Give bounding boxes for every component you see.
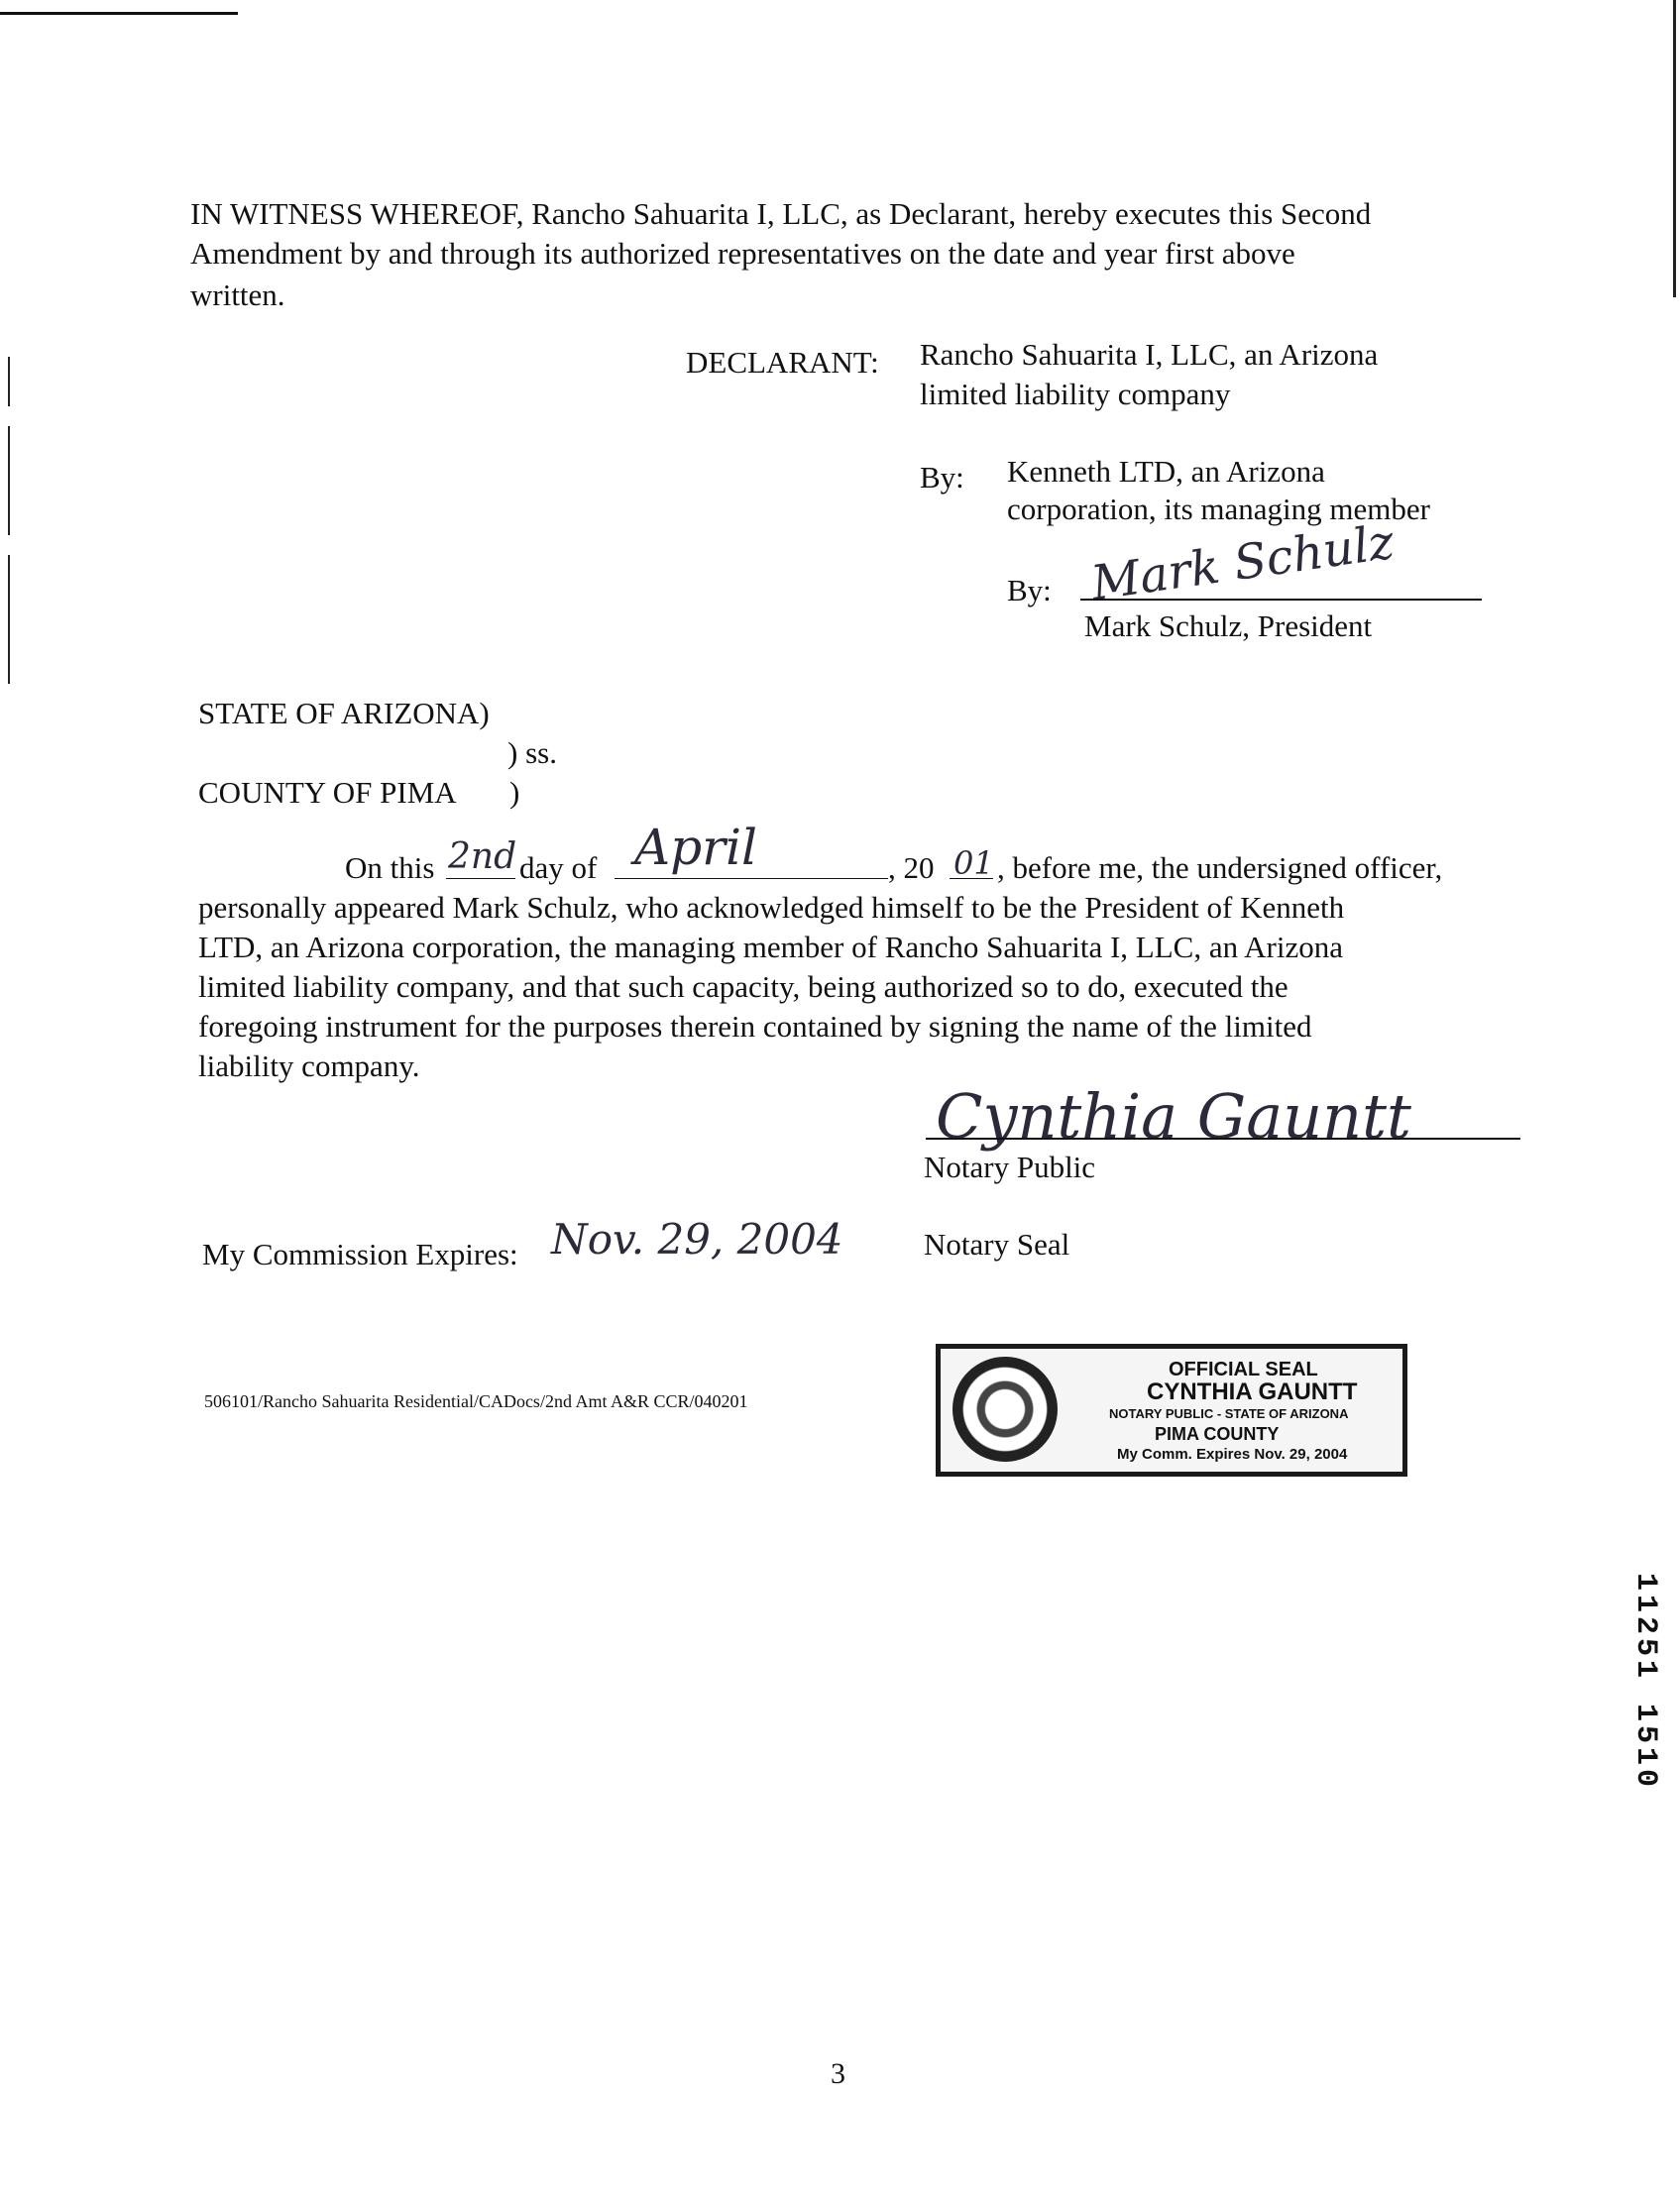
venue-state: STATE OF ARIZONA) [198,696,490,730]
declarant-label: DECLARANT: [686,345,879,380]
ack-year-blank [950,878,993,879]
venue-ss: ) ss. [507,735,557,770]
seal-line-1: OFFICIAL SEAL [1169,1359,1318,1380]
ack-after-year: , before me, the undersigned officer, [997,850,1443,885]
ack-day-value: 2nd [448,836,517,877]
ack-year-value: 01 [953,844,994,882]
president-name-title: Mark Schulz, President [1084,608,1373,643]
ack-line-2: personally appeared Mark Schulz, who acknowledged himself to be the President of Kenneth [198,890,1345,925]
ack-line-6: liability company. [198,1048,420,1083]
by1-line-2: corporation, its managing member [1007,492,1430,526]
declarant-line-1: Rancho Sahuarita I, LLC, an Arizona [920,337,1379,372]
notary-signature: Cynthia Gauntt [936,1080,1411,1153]
president-signature: Mark Schulz [1087,513,1398,612]
venue-county-paren: ) [509,775,520,810]
declarant-line-2: limited liability company [920,377,1231,411]
ack-line-3: LTD, an Arizona corporation, the managing member of Rancho Sahuarita I, LLC, an Arizona [198,930,1343,964]
ack-line-5: foregoing instrument for the purposes therein contained by signing the name of the limited [198,1009,1312,1044]
ack-day-of: day of [519,850,598,885]
arizona-seal-emblem [952,1357,1058,1462]
scan-artifact-left-bar-3 [8,555,10,684]
scan-artifact-left-bar-1 [8,357,10,406]
seal-line-4: PIMA COUNTY [1155,1424,1280,1444]
page-number: 3 [831,2057,845,2090]
commission-label: My Commission Expires: [202,1237,518,1271]
seal-line-5: My Comm. Expires Nov. 29, 2004 [1117,1446,1348,1463]
ack-year-prefix: , 20 [888,850,935,885]
seal-line-2: CYNTHIA GAUNTT [1147,1378,1358,1405]
notary-signature-line [926,1138,1520,1140]
witness-line-1: IN WITNESS WHEREOF, Rancho Sahuarita I, LLC, as Declarant, hereby executes this Second [190,196,1372,231]
seal-line-3: NOTARY PUBLIC - STATE OF ARIZONA [1109,1406,1349,1421]
ack-month-value: April [634,819,757,876]
file-reference: 506101/Rancho Sahuarita Residential/CADocs/2nd Amt A&R CCR/040201 [204,1391,748,1411]
by1-line-1: Kenneth LTD, an Arizona [1007,454,1325,489]
by-label-1: By: [920,460,964,495]
by-label-2: By: [1007,573,1052,607]
ack-on-this: On this [345,850,435,885]
commission-value: Nov. 29, 2004 [551,1215,843,1264]
president-signature-line [1080,599,1482,601]
recording-number: 11251 1510 [1628,1572,1662,1792]
scan-artifact-left-bar-2 [8,426,10,535]
scan-artifact-right-bar [1673,0,1676,297]
witness-line-2: Amendment by and through its authorized representatives on the date and year first above [190,236,1295,271]
notary-stamp [936,1344,1407,1477]
notary-public-label: Notary Public [924,1150,1096,1184]
ack-month-blank [615,878,888,879]
venue-county: COUNTY OF PIMA [198,775,457,810]
notary-seal-label: Notary Seal [924,1227,1070,1262]
scan-artifact-top-rule [0,12,238,15]
ack-line-4: limited liability company, and that such capacity, being authorized so to do, executed the [198,969,1288,1004]
witness-line-3: written. [190,277,285,312]
ack-day-blank [446,878,515,879]
